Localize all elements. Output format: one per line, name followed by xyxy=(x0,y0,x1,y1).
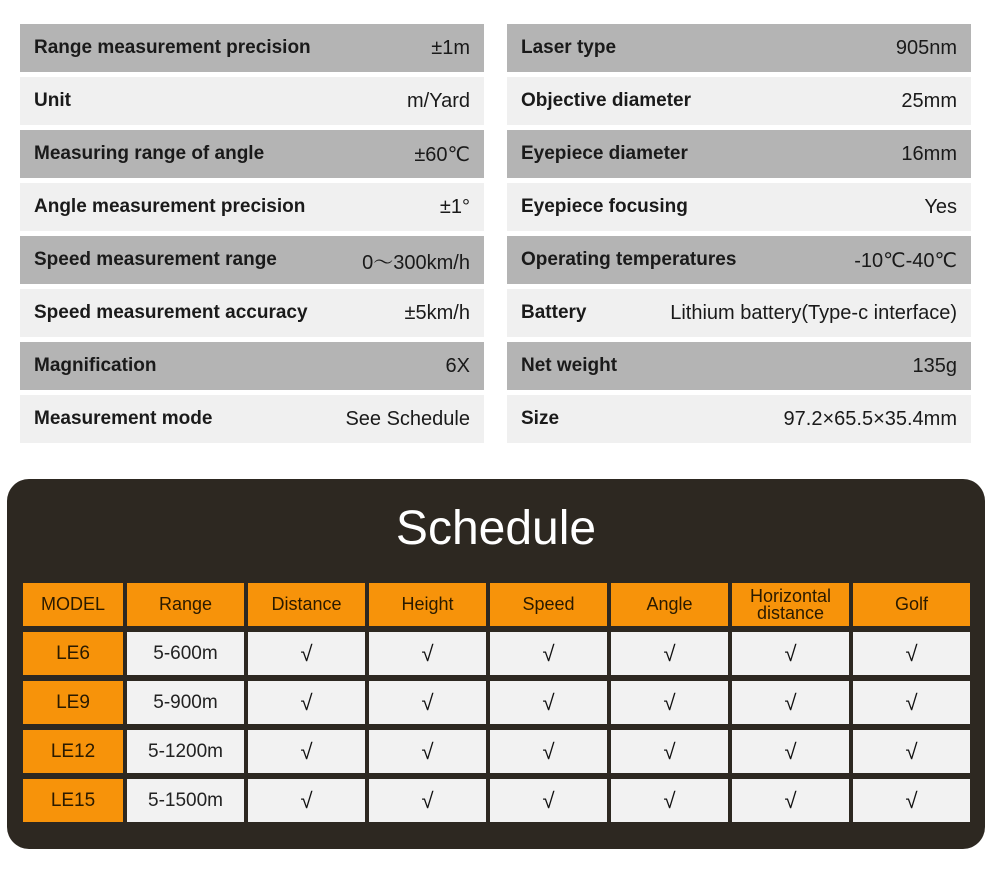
spec-row-size xyxy=(507,395,971,443)
spec-value: 97.2×65.5×35.4mm xyxy=(783,407,957,430)
spec-row-eyepiece-focusing xyxy=(507,183,971,231)
spec-value: 16mm xyxy=(901,142,957,165)
spec-row-net-weight xyxy=(507,342,971,390)
spec-label: Range measurement precision xyxy=(34,37,311,58)
spec-value: 6X xyxy=(445,354,470,377)
spec-value: See Schedule xyxy=(345,407,470,430)
header-range: Range xyxy=(127,583,244,626)
spec-row-laser-type xyxy=(507,24,971,72)
header-angle: Angle xyxy=(611,583,728,626)
check-mark: √ xyxy=(853,730,970,773)
header-golf: Golf xyxy=(853,583,970,626)
check-mark: √ xyxy=(248,730,365,773)
spec-label: Eyepiece focusing xyxy=(521,196,688,217)
check-mark: √ xyxy=(732,632,849,675)
spec-label: Measurement mode xyxy=(34,408,213,429)
check-mark: √ xyxy=(732,681,849,724)
spec-label: Net weight xyxy=(521,355,618,376)
check-mark: √ xyxy=(369,681,486,724)
check-mark: √ xyxy=(490,730,607,773)
spec-row-battery xyxy=(507,289,971,337)
spec-label: Eyepiece diameter xyxy=(521,143,688,164)
spec-row-angle-range xyxy=(20,130,484,178)
check-mark: √ xyxy=(248,632,365,675)
check-mark: √ xyxy=(611,779,728,822)
spec-row-speed-range xyxy=(20,236,484,284)
check-mark: √ xyxy=(853,681,970,724)
spec-row-operating-temperatures xyxy=(507,236,971,284)
check-mark: √ xyxy=(611,730,728,773)
spec-value: Yes xyxy=(924,195,957,218)
check-mark: √ xyxy=(248,779,365,822)
schedule-title: Schedule xyxy=(395,502,597,555)
spec-label: Laser type xyxy=(521,37,617,58)
spec-label: Speed measurement accuracy xyxy=(34,302,308,323)
spec-value: ±1m xyxy=(431,36,470,59)
model-cell: LE12 xyxy=(23,730,123,773)
spec-label: Operating temperatures xyxy=(521,249,737,270)
spec-value: -10℃-40℃ xyxy=(854,249,957,272)
schedule-table xyxy=(23,583,970,828)
spec-label: Size xyxy=(521,408,560,429)
spec-row-unit xyxy=(20,77,484,125)
range-cell: 5-900m xyxy=(127,681,244,724)
spec-value: ±60℃ xyxy=(414,143,470,166)
spec-label: Angle measurement precision xyxy=(34,196,306,217)
header-model: MODEL xyxy=(23,583,123,626)
header-height: Height xyxy=(369,583,486,626)
check-mark: √ xyxy=(490,632,607,675)
table-row xyxy=(23,632,970,675)
spec-table-right xyxy=(507,24,971,448)
spec-value: m/Yard xyxy=(407,89,470,112)
check-mark: √ xyxy=(369,730,486,773)
spec-value: ±5km/h xyxy=(404,301,470,324)
check-mark: √ xyxy=(853,632,970,675)
spec-label: Measuring range of angle xyxy=(34,143,265,164)
check-mark: √ xyxy=(490,681,607,724)
check-mark: √ xyxy=(248,681,365,724)
table-row xyxy=(23,779,970,822)
check-mark: √ xyxy=(732,779,849,822)
spec-label: Unit xyxy=(34,90,71,111)
header-distance: Distance xyxy=(248,583,365,626)
spec-row-objective-diameter xyxy=(507,77,971,125)
table-row xyxy=(23,730,970,773)
model-cell: LE15 xyxy=(23,779,123,822)
header-speed: Speed xyxy=(490,583,607,626)
spec-value: 0～300km/h xyxy=(362,251,470,274)
table-row xyxy=(23,681,970,724)
spec-label: Magnification xyxy=(34,355,157,376)
spec-row-magnification xyxy=(20,342,484,390)
model-cell: LE9 xyxy=(23,681,123,724)
range-cell: 5-600m xyxy=(127,632,244,675)
check-mark: √ xyxy=(611,632,728,675)
check-mark: √ xyxy=(490,779,607,822)
spec-label: Speed measurement range xyxy=(34,249,277,270)
range-cell: 5-1500m xyxy=(127,779,244,822)
schedule-panel xyxy=(7,479,985,849)
spec-value: 905nm xyxy=(895,36,957,59)
spec-row-speed-accuracy xyxy=(20,289,484,337)
spec-label: Battery xyxy=(521,302,587,323)
spec-row-measurement-mode xyxy=(20,395,484,443)
model-cell: LE6 xyxy=(23,632,123,675)
spec-row-eyepiece-diameter xyxy=(507,130,971,178)
spec-table-left xyxy=(20,24,484,448)
check-mark: √ xyxy=(369,632,486,675)
schedule-header-row xyxy=(23,583,970,626)
check-mark: √ xyxy=(611,681,728,724)
spec-value: Lithium battery(Type-c interface) xyxy=(670,301,957,324)
spec-row-range-precision xyxy=(20,24,484,72)
range-cell: 5-1200m xyxy=(127,730,244,773)
spec-value: ±1° xyxy=(439,195,470,218)
spec-value: 135g xyxy=(912,354,957,377)
spec-label: Objective diameter xyxy=(521,90,692,111)
check-mark: √ xyxy=(853,779,970,822)
check-mark: √ xyxy=(369,779,486,822)
spec-row-angle-precision xyxy=(20,183,484,231)
spec-value: 25mm xyxy=(901,89,957,112)
check-mark: √ xyxy=(732,730,849,773)
header-horizontal-distance: Horizontal distance xyxy=(732,583,849,626)
